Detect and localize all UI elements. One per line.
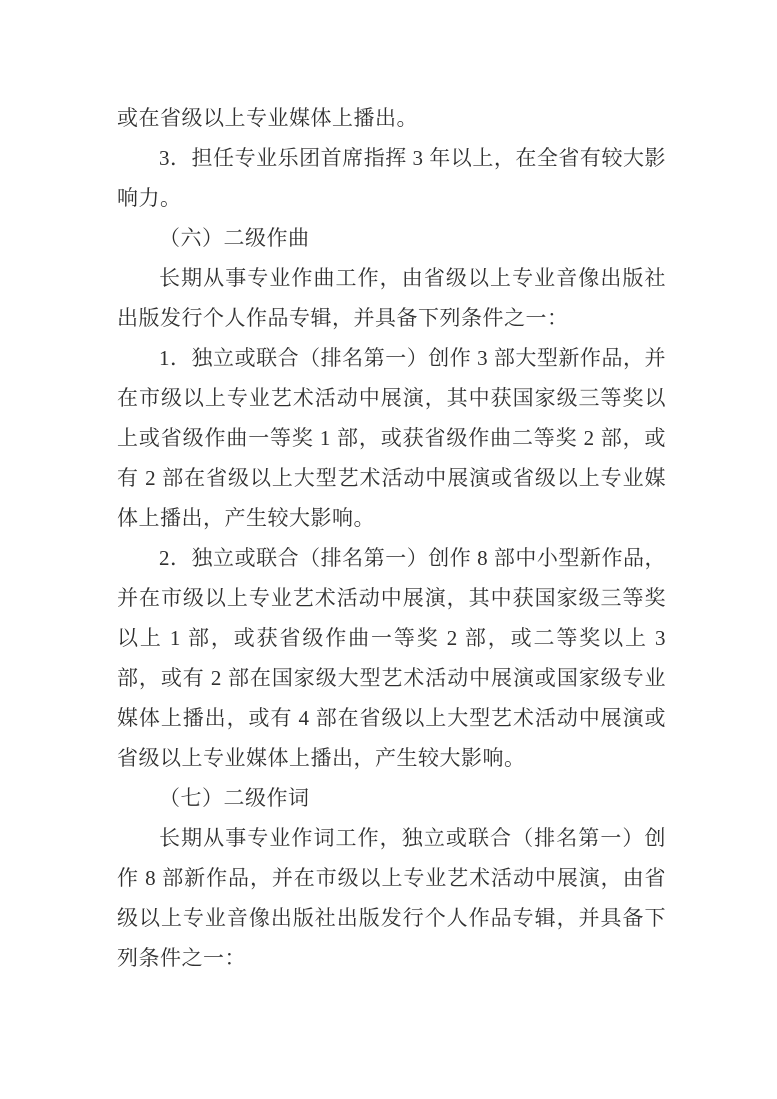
paragraph-item-2: 2．独立或联合（排名第一）创作 8 部中小型新作品，并在市级以上专业艺术活动中展演，其中获国家级三等奖以上 1 部，或获省级作曲一等奖 2 部，或二等奖以上 3 部，或有 2 部在国家级大型艺术活动中展演或国家级专业媒体上播出，或有 4 部在省级以上大型艺术活动中展演或省级以上专业媒体上播出，产生较大影响。 bbox=[117, 546, 666, 770]
paragraph-item-3: 3．担任专业乐团首席指挥 3 年以上，在全省有较大影响力。 bbox=[117, 146, 666, 210]
paragraph-item-1: 1．独立或联合（排名第一）创作 3 部大型新作品，并在市级以上专业艺术活动中展演，其中获国家级三等奖以上或省级作曲一等奖 1 部，或获省级作曲二等奖 2 部，或有 2 部在省级以上大型艺术活动中展演或省级以上专业媒体上播出，产生较大影响。 bbox=[117, 346, 666, 530]
section-heading-7: （七）二级作词 bbox=[159, 786, 310, 810]
paragraph-intro-composition: 长期从事专业作曲工作，由省级以上专业音像出版社出版发行个人作品专辑，并具备下列条件之一： bbox=[117, 266, 666, 330]
paragraph-continuation: 或在省级以上专业媒体上播出。 bbox=[117, 106, 418, 130]
section-heading-6: （六）二级作曲 bbox=[159, 226, 310, 250]
paragraph-intro-lyrics: 长期从事专业作词工作，独立或联合（排名第一）创作 8 部新作品，并在市级以上专业艺术活动中展演，由省级以上专业音像出版社出版发行个人作品专辑，并具备下列条件之一： bbox=[117, 826, 666, 970]
document-body bbox=[117, 98, 666, 978]
